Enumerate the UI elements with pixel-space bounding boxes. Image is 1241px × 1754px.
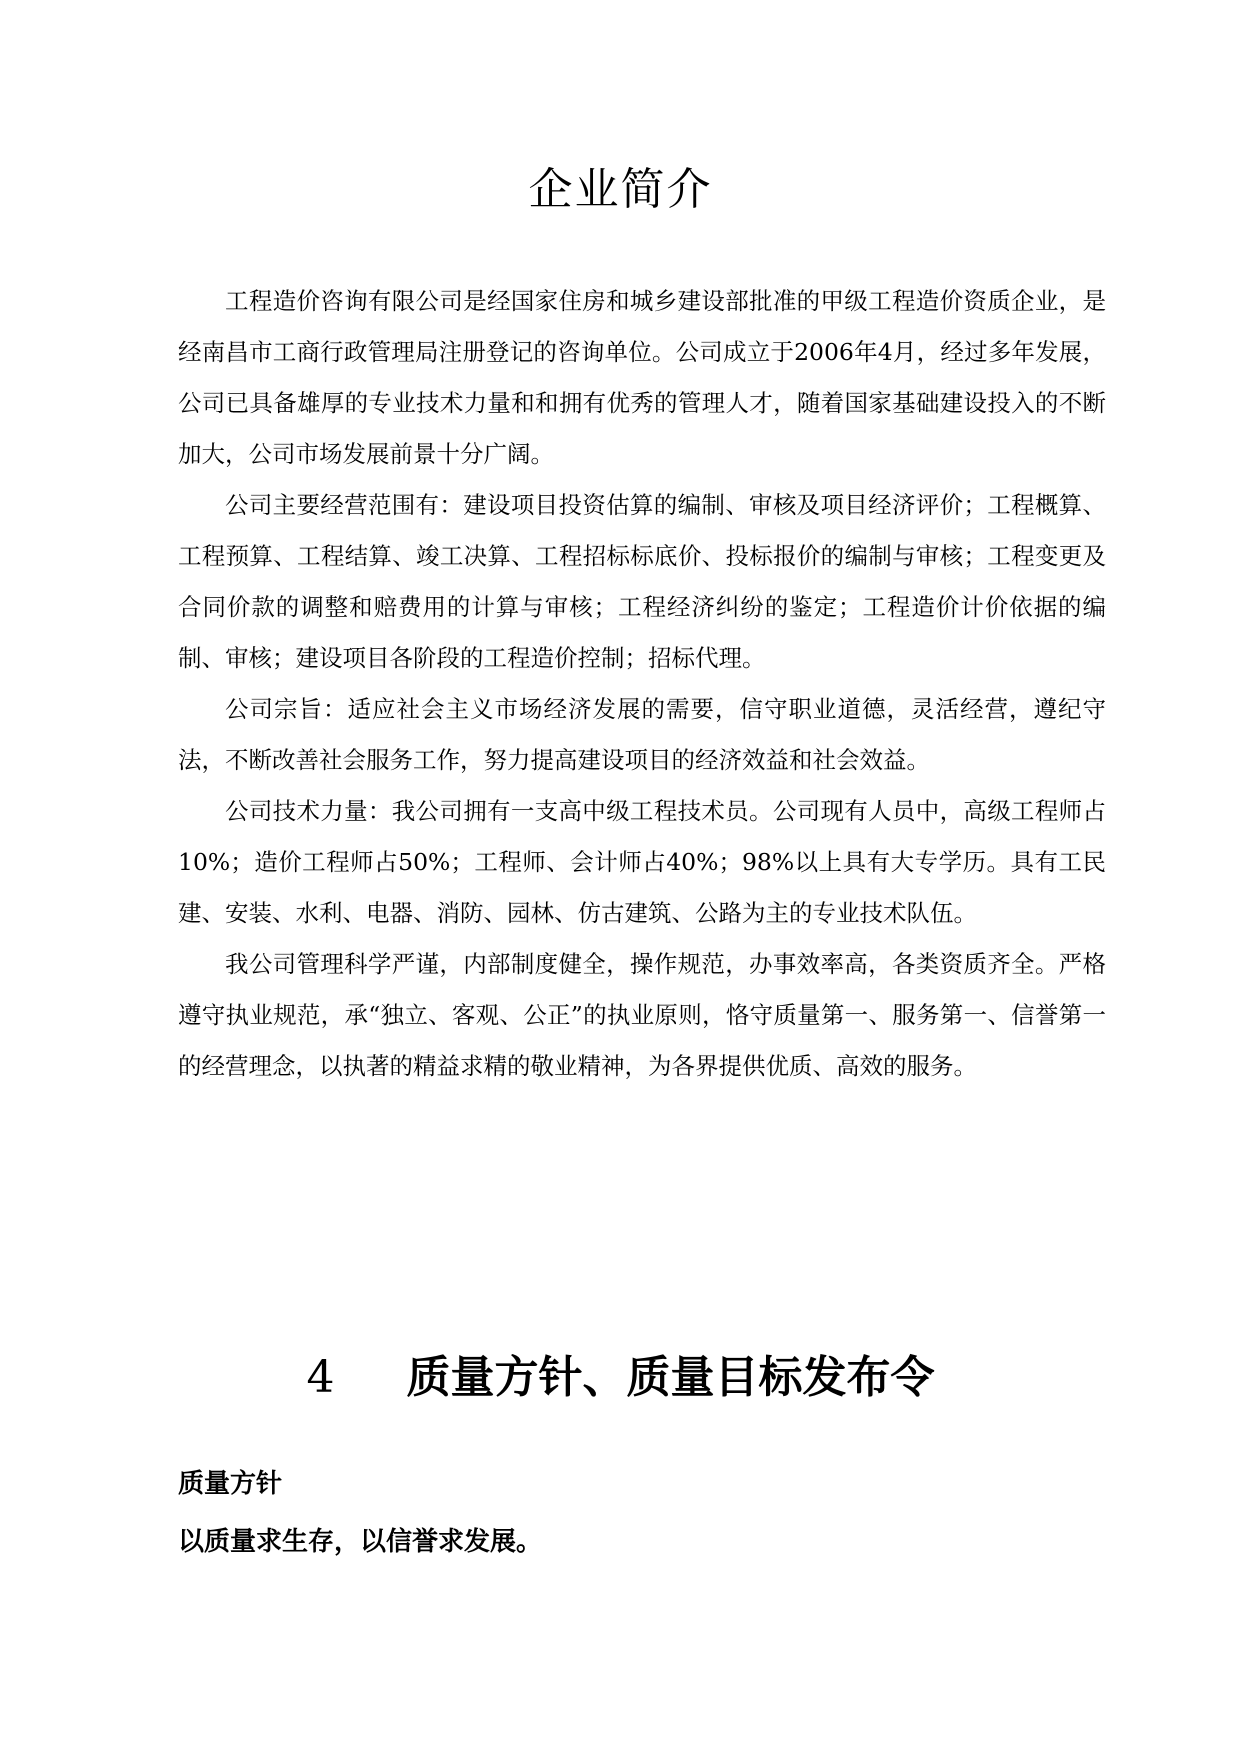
section-heading	[0, 1348, 1241, 1408]
quality-policy-heading: 质量方针	[178, 1469, 283, 1499]
intro-paragraph-5: 我公司管理科学严谨，内部制度健全，操作规范，办事效率高，各类资质齐全。严格遵守执业规范，承“独立、客观、公正”的执业原则，恪守质量第一、服务第一、信誉第一的经营理念，以执著的精益求精的敬业精神，为各界提供优质、高效的服务。	[178, 950, 1106, 1080]
quality-policy-text: 以质量求生存，以信誉求发展。	[178, 1527, 543, 1557]
intro-paragraph-1: 工程造价咨询有限公司是经国家住房和城乡建设部批准的甲级工程造价资质企业，是经南昌市工商行政管理局注册登记的咨询单位。公司成立于2006年4月，经过多年发展，公司已具备雄厚的专业技术力量和和拥有优秀的管理人才，随着国家基础建设投入的不断加大，公司市场发展前景十分广阔。	[178, 287, 1106, 468]
section-title: 质量方针、质量目标发布令	[406, 1352, 935, 1403]
page-title: 企业简介	[528, 164, 713, 215]
section-number: 4	[306, 1352, 335, 1403]
intro-paragraph-3: 公司宗旨：适应社会主义市场经济发展的需要，信守职业道德，灵活经营，遵纪守法，不断改善社会服务工作，努力提高建设项目的经济效益和社会效益。	[178, 695, 1106, 774]
intro-paragraph-2: 公司主要经营范围有：建设项目投资估算的编制、审核及项目经济评价；工程概算、工程预算、工程结算、竣工决算、工程招标标底价、投标报价的编制与审核；工程变更及合同价款的调整和赔费用的计算与审核；工程经济纠纷的鉴定；工程造价计价依据的编制、审核；建设项目各阶段的工程造价控制；招标代理。	[178, 491, 1106, 672]
company-intro-body	[178, 276, 1106, 1092]
intro-paragraph-4: 公司技术力量：我公司拥有一支高中级工程技术员。公司现有人员中，高级工程师占10%；造价工程师占50%；工程师、会计师占40%；98%以上具有大专学历。具有工民建、安装、水利、电器、消防、园林、仿古建筑、公路为主的专业技术队伍。	[178, 797, 1106, 927]
